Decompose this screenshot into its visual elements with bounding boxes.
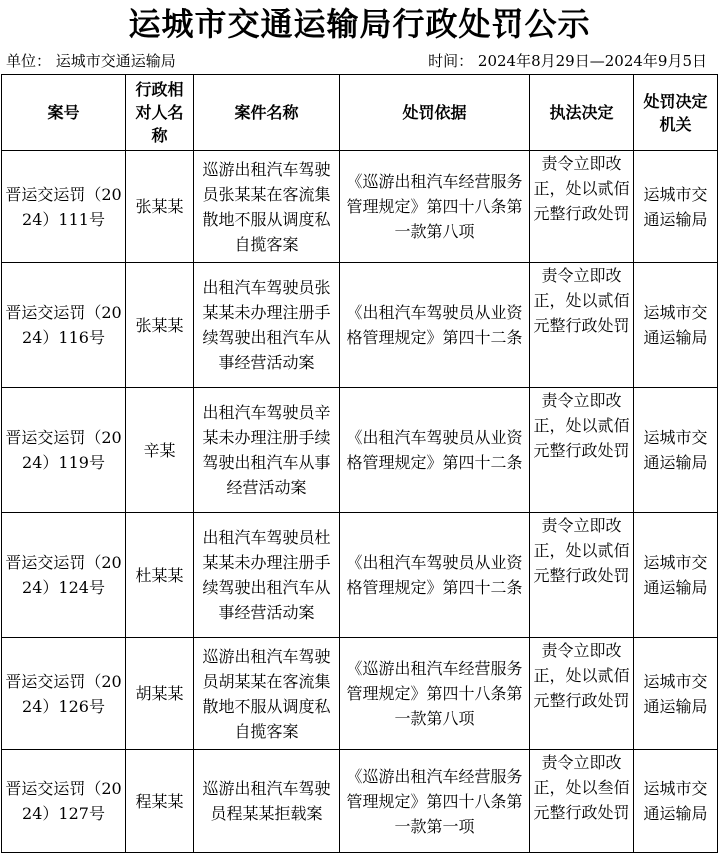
cell-basis: 《出租汽车驾驶员从业资格管理规定》第四十二条 xyxy=(340,388,530,513)
cell-authority: 运城市交通运输局 xyxy=(634,513,718,638)
cell-decision: 责令立即改正，处以贰佰元整行政处罚 xyxy=(530,388,634,513)
col-header-authority: 处罚决定机关 xyxy=(634,75,718,151)
time-range: 时间： 2024年8月29日—2024年9月5日 xyxy=(428,52,707,70)
cell-case-name: 出租汽车驾驶员辛某未办理注册手续驾驶出租汽车从事经营活动案 xyxy=(194,388,340,513)
page-title: 运城市交通运输局行政处罚公示 xyxy=(128,5,591,43)
cell-case-no: 晋运交运罚（2024）119号 xyxy=(2,388,126,513)
cell-case-no: 晋运交运罚（2024）111号 xyxy=(2,151,126,263)
cell-case-name: 巡游出租汽车驾驶员胡某某在客流集散地不服从调度私自揽客案 xyxy=(194,638,340,750)
cell-authority: 运城市交通运输局 xyxy=(634,263,718,388)
cell-party: 张某某 xyxy=(126,151,194,263)
cell-party: 胡某某 xyxy=(126,638,194,750)
cell-basis: 《出租汽车驾驶员从业资格管理规定》第四十二条 xyxy=(340,513,530,638)
table-row xyxy=(2,388,718,513)
cell-case-name: 巡游出租汽车驾驶员张某某在客流集散地不服从调度私自揽客案 xyxy=(194,151,340,263)
cell-basis: 《巡游出租汽车经营服务管理规定》第四十八条第一款第八项 xyxy=(340,151,530,263)
cell-basis: 《出租汽车驾驶员从业资格管理规定》第四十二条 xyxy=(340,263,530,388)
col-header-party: 行政相对人名称 xyxy=(126,75,194,151)
penalty-table xyxy=(1,74,718,853)
table-row xyxy=(2,638,718,750)
cell-authority: 运城市交通运输局 xyxy=(634,750,718,853)
col-header-case-no: 案号 xyxy=(2,75,126,151)
table-header-row xyxy=(2,75,718,151)
cell-decision: 责令立即改正，处以贰佰元整行政处罚 xyxy=(530,151,634,263)
cell-case-no: 晋运交运罚（2024）124号 xyxy=(2,513,126,638)
cell-case-name: 巡游出租汽车驾驶员程某某拒载案 xyxy=(194,750,340,853)
cell-case-no: 晋运交运罚（2024）126号 xyxy=(2,638,126,750)
meta-line xyxy=(0,50,719,72)
table-row xyxy=(2,263,718,388)
cell-authority: 运城市交通运输局 xyxy=(634,388,718,513)
cell-basis: 《巡游出租汽车经营服务管理规定》第四十八条第一款第八项 xyxy=(340,638,530,750)
cell-decision: 责令立即改正，处以贰佰元整行政处罚 xyxy=(530,638,634,750)
cell-case-no: 晋运交运罚（2024）116号 xyxy=(2,263,126,388)
cell-authority: 运城市交通运输局 xyxy=(634,151,718,263)
cell-decision: 责令立即改正，处以贰佰元整行政处罚 xyxy=(530,513,634,638)
cell-party: 程某某 xyxy=(126,750,194,853)
cell-case-name: 出租汽车驾驶员杜某某未办理注册手续驾驶出租汽车从事经营活动案 xyxy=(194,513,340,638)
cell-party: 辛某 xyxy=(126,388,194,513)
cell-decision: 责令立即改正，处以叁佰元整行政处罚 xyxy=(530,750,634,853)
col-header-case-name: 案件名称 xyxy=(194,75,340,151)
col-header-decision: 执法决定 xyxy=(530,75,634,151)
unit-label: 单位： 运城市交通运输局 xyxy=(6,52,176,70)
cell-basis: 《巡游出租汽车经营服务管理规定》第四十八条第一款第一项 xyxy=(340,750,530,853)
cell-case-no: 晋运交运罚（2024）127号 xyxy=(2,750,126,853)
table-row xyxy=(2,513,718,638)
cell-party: 杜某某 xyxy=(126,513,194,638)
cell-authority: 运城市交通运输局 xyxy=(634,638,718,750)
col-header-basis: 处罚依据 xyxy=(340,75,530,151)
cell-decision: 责令立即改正，处以贰佰元整行政处罚 xyxy=(530,263,634,388)
table-row xyxy=(2,151,718,263)
table-row xyxy=(2,750,718,853)
cell-case-name: 出租汽车驾驶员张某某未办理注册手续驾驶出租汽车从事经营活动案 xyxy=(194,263,340,388)
cell-party: 张某某 xyxy=(126,263,194,388)
